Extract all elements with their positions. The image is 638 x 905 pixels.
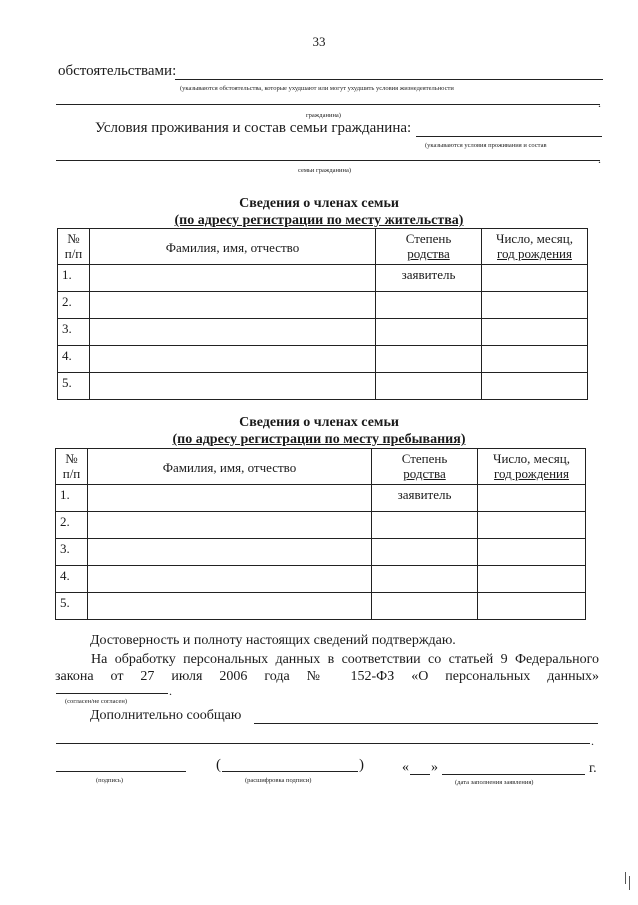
name-cell[interactable] <box>88 485 372 512</box>
header-dob-line2: год рождения <box>497 246 572 261</box>
page-number: 33 <box>312 34 326 49</box>
name-cell[interactable] <box>90 265 376 292</box>
name-cell[interactable] <box>88 566 372 593</box>
table-row <box>56 512 586 539</box>
family-table-stay <box>55 448 586 620</box>
confirm-text: Достоверность и полноту настоящих сведений подтверждаю. <box>90 633 456 648</box>
relation-cell: заявитель <box>372 485 478 512</box>
header-relation-line1: Степень <box>405 231 452 246</box>
table-row <box>56 593 586 620</box>
name-cell[interactable] <box>88 593 372 620</box>
period: . <box>591 734 594 748</box>
date-month-line[interactable] <box>442 774 585 775</box>
header-dob <box>482 229 588 265</box>
row-num: 1. <box>56 485 88 512</box>
dob-cell[interactable] <box>478 512 586 539</box>
section2-title: Сведения о членах семьи <box>239 415 399 430</box>
header-dob-line2: год рождения <box>494 466 569 481</box>
period: . <box>598 152 601 166</box>
table-row <box>58 292 588 319</box>
header-name: Фамилия, имя, отчество <box>88 449 372 485</box>
year-suffix: г. <box>589 761 597 776</box>
row-num: 1. <box>58 265 90 292</box>
consent-answer-line[interactable] <box>56 693 168 694</box>
signature-line[interactable] <box>56 771 186 772</box>
living-hint-2: семьи гражданина) <box>298 167 351 174</box>
section1-heading <box>0 195 638 229</box>
row-num: 5. <box>58 373 90 400</box>
row-num: 2. <box>58 292 90 319</box>
table-row <box>58 319 588 346</box>
table-header-row <box>58 229 588 265</box>
signature-hint: (подпись) <box>96 777 123 784</box>
table-row <box>56 539 586 566</box>
header-relation <box>376 229 482 265</box>
relation-cell[interactable] <box>372 566 478 593</box>
living-hint: (указываются условия проживания и состав <box>425 142 547 149</box>
relation-cell[interactable] <box>372 539 478 566</box>
circumstances-line[interactable] <box>175 79 603 80</box>
period: . <box>169 684 172 698</box>
header-name: Фамилия, имя, отчество <box>90 229 376 265</box>
header-dob-line1: Число, месяц, <box>496 231 573 246</box>
living-label: Условия проживания и состав семьи гражданина: <box>95 120 412 136</box>
row-num: 3. <box>56 539 88 566</box>
relation-cell[interactable] <box>376 346 482 373</box>
dob-cell[interactable] <box>478 593 586 620</box>
header-num: № п/п <box>58 229 90 265</box>
table-row <box>58 265 588 292</box>
name-cell[interactable] <box>90 373 376 400</box>
dob-cell[interactable] <box>482 373 588 400</box>
dob-cell[interactable] <box>482 319 588 346</box>
additional-line-2[interactable] <box>56 743 590 744</box>
section1-title: Сведения о членах семьи <box>239 196 399 211</box>
date-day-line[interactable] <box>410 774 430 775</box>
living-line[interactable] <box>416 136 602 137</box>
name-cell[interactable] <box>90 319 376 346</box>
name-cell[interactable] <box>90 346 376 373</box>
circumstances-hint: (указываются обстоятельства, которые ухудшают или могут ухудшить условия жизнедеятельности <box>180 85 454 92</box>
period: . <box>598 96 601 110</box>
section2-heading <box>0 414 638 448</box>
header-relation-line1: Степень <box>401 451 448 466</box>
family-table-residence <box>57 228 588 400</box>
row-num: 4. <box>56 566 88 593</box>
header-dob <box>478 449 586 485</box>
table-row <box>58 346 588 373</box>
relation-cell: заявитель <box>376 265 482 292</box>
header-relation <box>372 449 478 485</box>
header-relation-line2: родства <box>407 246 450 261</box>
date-hint: (дата заполнения заявления) <box>455 779 534 786</box>
circumstances-hint-2: гражданина) <box>306 112 341 119</box>
scan-artifact <box>625 872 626 884</box>
date-close-quote: » <box>431 760 438 775</box>
living-line-2[interactable] <box>56 160 600 161</box>
dob-cell[interactable] <box>482 265 588 292</box>
header-num: № п/п <box>56 449 88 485</box>
decode-open-paren: ( <box>216 757 221 773</box>
relation-cell[interactable] <box>372 593 478 620</box>
consent-line1: На обработку персональных данных в соответствии со статьей 9 Федерального <box>91 652 599 667</box>
header-dob-line1: Число, месяц, <box>493 451 570 466</box>
circumstances-line-2[interactable] <box>56 104 600 105</box>
consent-hint: (согласен/не согласен) <box>65 698 127 705</box>
header-relation-line2: родства <box>403 466 446 481</box>
date-open-quote: « <box>402 760 409 775</box>
relation-cell[interactable] <box>372 512 478 539</box>
name-cell[interactable] <box>90 292 376 319</box>
row-num: 2. <box>56 512 88 539</box>
table-header-row <box>56 449 586 485</box>
decode-hint: (расшифровка подписи) <box>245 777 312 784</box>
dob-cell[interactable] <box>482 292 588 319</box>
table-row <box>58 373 588 400</box>
scan-artifact <box>629 876 630 890</box>
signature-decode-line[interactable] <box>222 771 358 772</box>
table-row <box>56 566 586 593</box>
circumstances-label: обстоятельствами: <box>58 63 177 79</box>
row-num: 4. <box>58 346 90 373</box>
decode-close-paren: ) <box>359 757 364 773</box>
relation-cell[interactable] <box>376 373 482 400</box>
additional-line[interactable] <box>254 723 598 724</box>
name-cell[interactable] <box>88 512 372 539</box>
consent-line2: закона от 27 июля 2006 года № 152-ФЗ «О персональных данных» <box>55 669 599 684</box>
section1-subtitle: (по адресу регистрации по месту жительства) <box>174 213 464 228</box>
dob-cell[interactable] <box>482 346 588 373</box>
row-num: 5. <box>56 593 88 620</box>
dob-cell[interactable] <box>478 485 586 512</box>
dob-cell[interactable] <box>478 566 586 593</box>
relation-cell[interactable] <box>376 292 482 319</box>
name-cell[interactable] <box>88 539 372 566</box>
table-row <box>56 485 586 512</box>
row-num: 3. <box>58 319 90 346</box>
additional-label: Дополнительно сообщаю <box>90 708 242 723</box>
section2-subtitle: (по адресу регистрации по месту пребывания) <box>172 432 466 447</box>
relation-cell[interactable] <box>376 319 482 346</box>
dob-cell[interactable] <box>478 539 586 566</box>
